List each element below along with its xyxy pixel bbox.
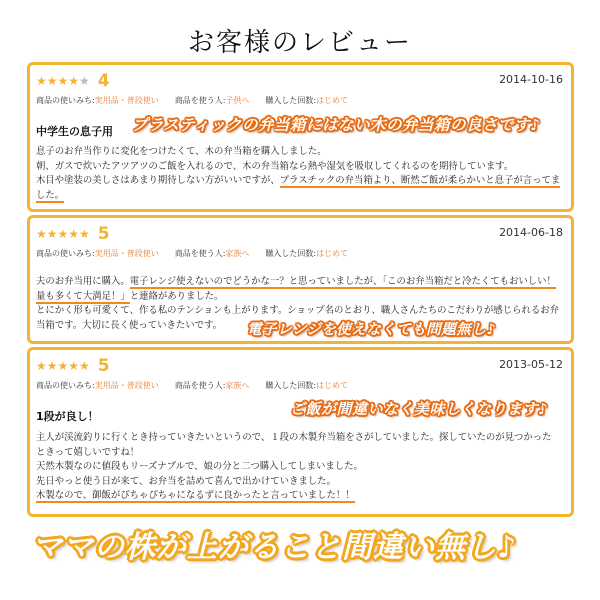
review-date: 2013-05-12 (499, 358, 563, 371)
highlight-caption: ご飯が間違いなく美味しくなります♪ (290, 400, 549, 418)
review-meta: 商品の使いみち:実用品・普段使い 商品を使う人:家族へ 購入した回数:はじめて (36, 249, 349, 258)
highlight-caption: 電子レンジを使えなくても問題無し♪ (247, 322, 497, 338)
star-rating-icon: ★★★★★ (36, 359, 90, 373)
review-meta: 商品の使いみち:実用品・普段使い 商品を使う人:家族へ 購入した回数:はじめて (36, 381, 349, 390)
star-rating-icon: ★★★★★ (36, 74, 90, 88)
page-title: お客様のレビュー (187, 28, 412, 58)
review-title: 1段が良し！ (36, 410, 99, 423)
rating-score: 4 (97, 71, 110, 91)
rating-score: 5 (97, 356, 110, 376)
review-card (27, 62, 574, 212)
review-body: 息子のお弁当作りに変化をつけたくて、木の弁当箱を購入しました。 朝、ガスで炊いたアツアツのご飯を入れるので、木の弁当箱なら熱や湿気を吸収してくれるのを期待しています。 木目や塗装の美しさはあまり期待しない方がいいですが、プラスチックの弁当箱より、断然ご飯が柔らかいと息子が言ってま した。 (36, 146, 561, 201)
review-meta: 商品の使いみち:実用品・普段使い 商品を使う人:子供へ 購入した回数:はじめて (36, 96, 349, 105)
review-date: 2014-06-18 (499, 226, 563, 239)
footer-slogan: ママの株が上がること間違い無し♪ (32, 530, 518, 565)
review-body: 夫のお弁当用に購入。電子レンジ使えないのでどうかな一？と思っていましたが、「このお弁当箱だと冷たくてもおいしい！ 量も多くて大満足！」と連絡がありました。 とにかく形も可愛くて、作る私のテンションも上がります。ショップ名のとおり、職人さんたちのこだわりが感じられるお弁 当箱です。大切に長く使っていきたいです。 (36, 276, 559, 331)
review-body: 主人が渓流釣りに行くとき持っていきたいというので、１段の木製弁当箱をさがしていました。探していたのが見つかった ときって嬉しいですね！ 天然木製なのに値段もリーズナブルで、娘の分と二つ購入してしまいました。 先日やっと使う日が来て、お弁当を詰めて喜んで出かけていきました。 木製なので、御飯がぴちゃぴちゃになるずに良かったと言っていました！！ (36, 432, 552, 501)
review-card (27, 347, 574, 517)
rating (36, 71, 110, 91)
highlight-caption: プラスティックの弁当箱にはない木の弁当箱の良さです♪ (132, 116, 541, 134)
review-title: 中学生の息子用 (36, 125, 113, 138)
rating (36, 224, 110, 244)
star-rating-icon: ★★★★★ (36, 227, 90, 241)
rating-score: 5 (97, 224, 110, 244)
review-date: 2014-10-16 (499, 73, 563, 86)
rating (36, 356, 110, 376)
